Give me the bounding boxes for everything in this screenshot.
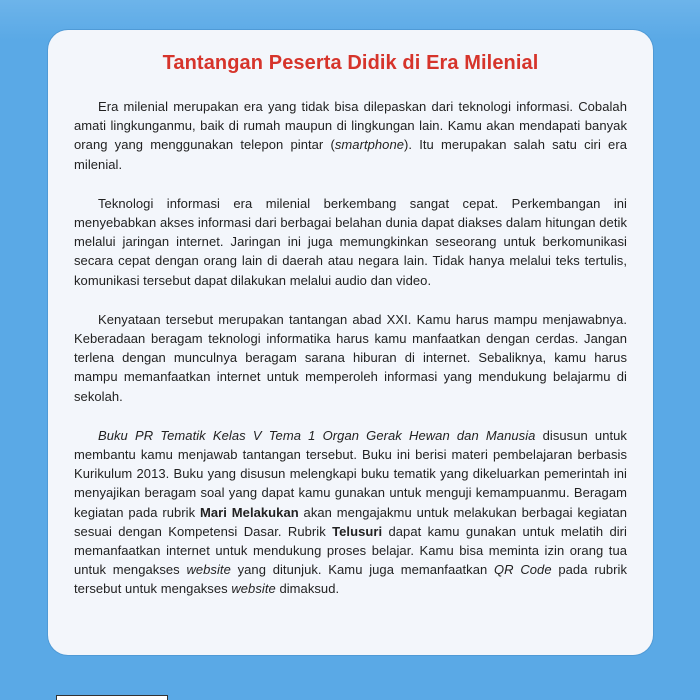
paragraph-4-italic-qr-code: QR Code	[494, 562, 552, 578]
paragraph-1-text: Era milenial merupakan era yang tidak bisa dilepaskan dari teknologi informasi. Cobalah amati lingkunganmu, baik di rumah maupun di lingkungan lain. Kamu akan mendapati banyak orang yang menggunakan telepon pintar (	[74, 99, 627, 153]
paragraph-2	[74, 194, 627, 290]
paragraph-4-italic-website-2: website	[231, 581, 276, 597]
content-card	[48, 30, 653, 655]
paragraph-4-rubric-telusuri: Telusuri	[332, 523, 383, 539]
paragraph-1-italic-smartphone: smartphone	[334, 137, 405, 153]
bottom-label-strip	[56, 695, 168, 700]
paragraph-3	[74, 310, 627, 406]
paragraph-3-text: Kenyataan tersebut merupakan tantangan abad XXI. Kamu harus mampu menjawabnya. Keberadaan beragam teknologi informatika harus kamu manfaatkan dengan cerdas. Jangan terlena dengan munculnya beragam sarana hiburan di internet. Sebaliknya, kamu harus mampu memanfaatkan internet untuk memperoleh informasi yang mendukung belajarmu di sekolah.	[74, 311, 627, 404]
paragraph-4-text-d: yang ditunjuk. Kamu juga memanfaatkan	[230, 562, 495, 578]
paragraph-4-text-a: disusun untuk membantu kamu menjawab tantangan tersebut. Buku ini berisi materi pembelajaran berbasis Kurikulum 2013. Buku yang disusun melengkapi buku tematik yang dikeluarkan pemerintah ini menyajikan beragam soal yang dapat kamu gunakan untuk menguji kemampuanmu. Beragam kegiatan pada rubrik	[74, 427, 627, 520]
paragraph-4-italic-website-1: website	[186, 562, 231, 578]
paragraph-4-book-title: Buku PR Tematik Kelas V Tema 1 Organ Gerak Hewan dan Manusia	[98, 427, 536, 443]
paragraph-2-text: Teknologi informasi era milenial berkembang sangat cepat. Perkembangan ini menyebabkan akses informasi dari berbagai belahan dunia dapat diakses dalam hitungan detik melalui jaringan internet. Jaringan ini juga memungkinkan seseorang untuk berkomunikasi secara cepat dengan orang lain di daerah atau negara lain. Tidak hanya melalui teks tertulis, komunikasi tersebut dapat dilakukan melalui audio dan video.	[74, 195, 627, 288]
paragraph-4-text-f: dimaksud.	[275, 581, 340, 597]
page-title: Tantangan Peserta Didik di Era Milenial	[162, 52, 539, 74]
paragraph-1	[74, 97, 627, 174]
paragraph-4-rubric-mari-melakukan: Mari Melakukan	[200, 504, 299, 520]
paragraph-1-text-end: ). Itu merupakan salah satu ciri era milenial.	[74, 137, 627, 172]
paragraph-4-text-c: dapat kamu gunakan untuk melatih diri memanfaatkan internet untuk mendukung proses belajar. Kamu bisa meminta izin orang tua untuk mengakses	[74, 523, 627, 578]
paragraph-4-text-b: akan mengajakmu untuk melakukan berbagai kegiatan sesuai dengan Kompetensi Dasar. Rubrik	[74, 504, 628, 539]
paragraph-4-text-e: pada rubrik tersebut untuk mengakses	[74, 562, 627, 597]
paragraph-4	[74, 426, 627, 599]
